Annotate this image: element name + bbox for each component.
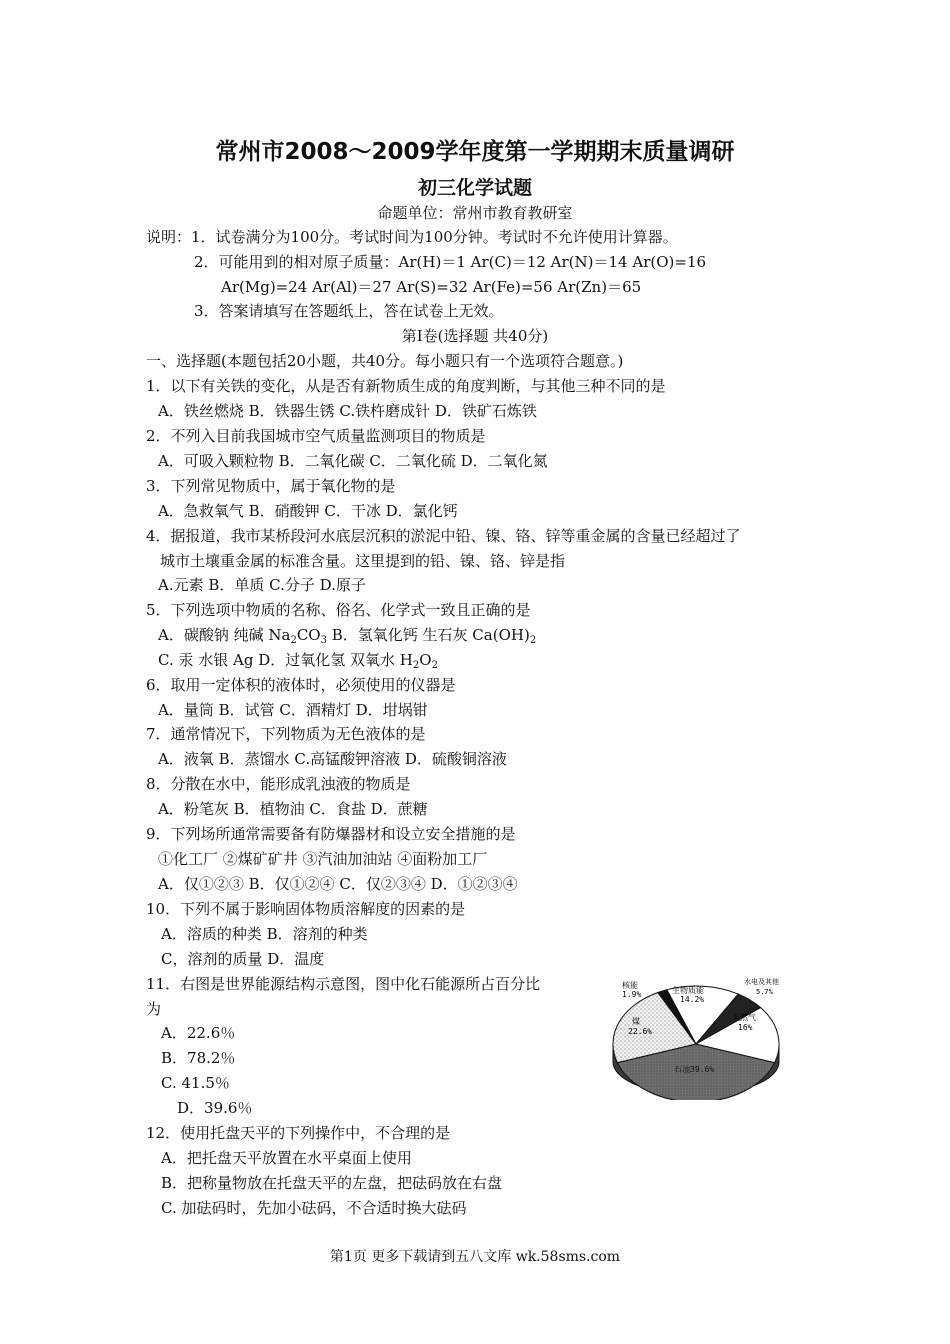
question-3: 3．下列常见物质中，属于氧化物的是 — [146, 477, 396, 495]
question-8-options: A．粉笔灰 B．植物油 C．食盐 D．蔗糖 — [158, 800, 428, 818]
question-5-options-cd: C. 汞 水银 Ag D．过氧化氢 双氧水 $H_2O_2$ — [158, 651, 438, 671]
label-nuclear-name: 核能 — [622, 981, 638, 990]
question-3-options: A．急救氧气 B．硝酸钾 C．干冰 D．氯化钙 — [158, 502, 458, 520]
question-8: 8．分散在水中，能形成乳浊液的物质是 — [146, 775, 411, 793]
question-11-option-d: D．39.6％ — [177, 1099, 253, 1117]
question-10: 10．下列不属于影响固体物质溶解度的因素的是 — [146, 900, 466, 918]
label-bio-name: 生物质能 — [672, 986, 704, 995]
energy-pie-chart — [608, 968, 786, 1100]
question-4-cont: 城市土壤重金属的标准含量。这里提到的铅、镍、铬、锌是指 — [160, 552, 566, 570]
note-3: 3．答案请填写在答题纸上，答在试卷上无效。 — [194, 302, 504, 320]
question-2-options: A．可吸入颗粒物 B．二氧化碳 C．二氧化硫 D．二氧化氮 — [158, 452, 548, 470]
question-11-option-a: A．22.6％ — [161, 1024, 236, 1042]
question-11: 11．右图是世界能源结构示意图，图中化石能源所占百分比 — [146, 975, 541, 993]
page-subtitle: 初三化学试题 — [417, 177, 532, 199]
question-5: 5．下列选项中物质的名称、俗名、化学式一致且正确的是 — [146, 601, 531, 619]
question-6: 6．取用一定体积的液体时，必须使用的仪器是 — [146, 676, 456, 694]
label-gas-value: 16% — [738, 1023, 753, 1032]
question-10-options-cd: C，溶剂的质量 D．温度 — [161, 950, 325, 968]
question-11-option-c: C. 41.5％ — [161, 1074, 230, 1092]
label-bio-value: 14.2% — [680, 995, 705, 1004]
issuer: 命题单位：常州市教育教研室 — [377, 204, 573, 222]
question-7-options: A．液氧 B．蒸馏水 C.高锰酸钾溶液 D．硫酸铜溶液 — [158, 750, 507, 768]
label-hydro-name: 水电及其他 — [744, 978, 779, 986]
question-9-options: A．仅①②③ B．仅①②④ C．仅②③④ D．①②③④ — [158, 875, 518, 893]
question-6-options: A．量筒 B．试管 C．酒精灯 D．坩埚钳 — [158, 701, 428, 719]
label-oil: 石油39.6% — [674, 1065, 715, 1074]
note-2b: Ar(Mg)=24 Ar(Al)＝27 Ar(S)=32 Ar(Fe)=56 Ar(Zn)＝65 — [221, 278, 642, 296]
page-title: 常州市2008～2009学年度第一学期期末质量调研 — [215, 139, 735, 165]
label-hydro-value: 5.7% — [756, 988, 773, 996]
label-gas-name: 天然气 — [732, 1013, 756, 1022]
question-9: 9．下列场所通常需要备有防爆器材和设立安全措施的是 — [146, 825, 516, 843]
question-4: 4．据报道，我市某桥段河水底层沉积的淤泥中铅、镍、铬、锌等重金属的含量已经超过了 — [146, 527, 741, 545]
question-2: 2．不列入目前我国城市空气质量监测项目的物质是 — [146, 427, 486, 445]
question-11-option-b: B．78.2％ — [161, 1049, 236, 1067]
question-5-options-ab: A．碳酸钠 纯碱 $Na_2CO_3$ B．氢氧化钙 生石灰 $Ca(OH)_2$ — [158, 626, 537, 646]
note-2a: 2．可能用到的相对原子质量：Ar(H)＝1 Ar(C)＝12 Ar(N)＝14 Ar(O)=16 — [194, 253, 707, 271]
question-12-option-c: C. 加砝码时，先加小砝码，不合适时换大砝码 — [161, 1199, 467, 1217]
note-1: 说明：1．试卷满分为100分。考试时间为100分钟。考试时不允许使用计算器。 — [146, 228, 678, 246]
question-12-option-b: B．把称量物放在托盘天平的左盘，把砝码放在右盘 — [161, 1174, 503, 1192]
part-heading: 一、选择题(本题包括20小题，共40分。每小题只有一个选项符合题意。) — [146, 352, 624, 370]
page-footer: 第1页 更多下载请到五八文库 wk.58sms.com — [329, 1249, 621, 1265]
label-coal-name: 煤 — [632, 1017, 640, 1026]
question-1-options: A．铁丝燃烧 B．铁器生锈 C.铁杵磨成针 D．铁矿石炼铁 — [158, 402, 537, 420]
section-heading: 第Ⅰ卷(选择题 共40分) — [401, 327, 549, 345]
question-9-statements: ①化工厂 ②煤矿矿井 ③汽油加油站 ④面粉加工厂 — [158, 850, 488, 868]
label-nuclear-value: 1.9% — [622, 990, 642, 999]
question-7: 7．通常情况下，下列物质为无色液体的是 — [146, 725, 426, 743]
question-11-cont: 为 — [146, 1000, 162, 1018]
question-4-options: A.元素 B．单质 C.分子 D.原子 — [158, 576, 366, 594]
question-1: 1．以下有关铁的变化，从是否有新物质生成的角度判断，与其他三种不同的是 — [146, 377, 666, 395]
label-coal-value: 22.6% — [628, 1027, 653, 1036]
question-12-option-a: A．把托盘天平放置在水平桌面上使用 — [161, 1149, 412, 1167]
question-12: 12．使用托盘天平的下列操作中，不合理的是 — [146, 1124, 451, 1142]
question-10-options-ab: A．溶质的种类 B．溶剂的种类 — [161, 925, 368, 943]
